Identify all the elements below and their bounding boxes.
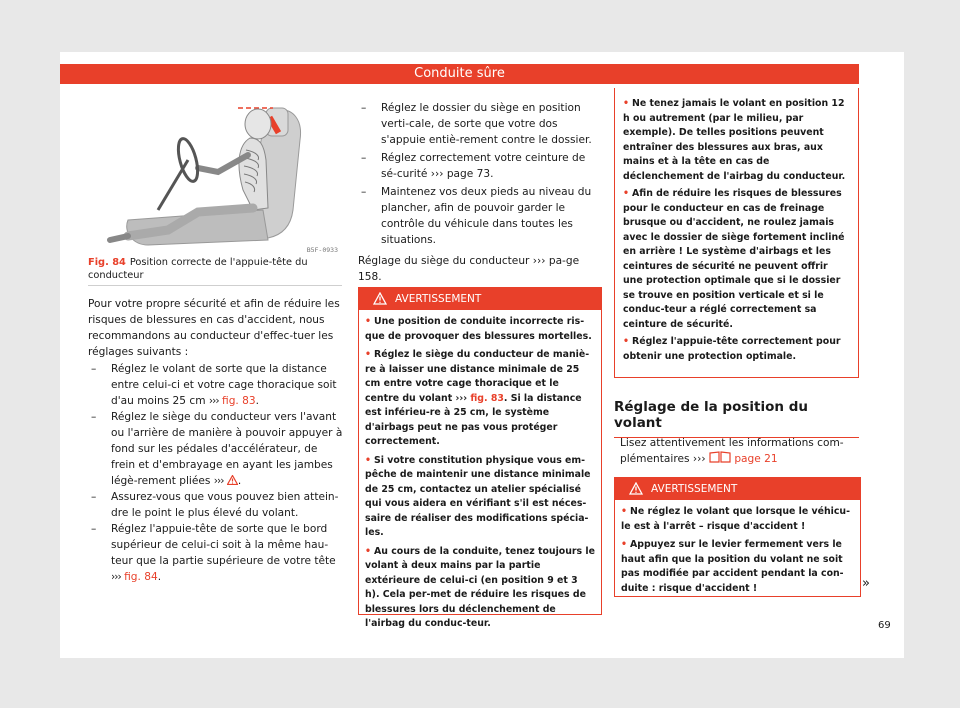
- list-item: – Maintenez vos deux pieds au niveau du plancher, afin de pouvoir garder le contrôle du véhicule dans toutes les situations.: [358, 184, 602, 248]
- warning-bullet: • Afin de réduire les risques de blessures pour le conducteur en cas de freinage brusque ou d'accident, ne roulez jamais avec le dossier de siège fortement incliné en arrière ! Le système d'airbags et les ceintures de sécurité ne peuvent offrir une protection optimale que si le dossier se trouve en position verticale et si le conduc-teur a réglé correctement sa ceinture de sécurité.: [623, 188, 845, 330]
- intro-paragraph: Pour votre propre sécurité et afin de réduire les risques de blessures en cas d'accident, nous recommandons au conducteur d'effec-tuer les réglages suivants :: [88, 298, 340, 358]
- warning-title: AVERTISSEMENT: [651, 483, 738, 495]
- fig-83-link[interactable]: fig. 83: [222, 395, 256, 407]
- warning-box-steering: [614, 477, 861, 597]
- warning-bullet: • Une position de conduite incorrecte ris-que de provoquer des blessures mortelles.: [365, 316, 592, 342]
- warning-header: [359, 288, 601, 310]
- warning-header: [615, 478, 860, 500]
- fig-83-link[interactable]: fig. 83: [470, 392, 504, 404]
- seat-adjustment-reference[interactable]: Réglage du siège du conducteur ››› pa-ge 158.: [358, 255, 580, 283]
- list-item: – Réglez l'appuie-tête de sorte que le bord supérieur de celui-ci soit à la même hau-teur que la partie supérieure de votre tête ››› fig. 84.: [88, 521, 344, 585]
- warning-triangle-icon: [629, 482, 643, 495]
- list-item: – Réglez le dossier du siège en position verti-cale, de sorte que votre dos s'appuie entiè-rement contre le dossier.: [358, 100, 602, 148]
- warning-bullet: • Appuyez sur le levier fermement vers le haut afin que la position du volant ne soit pas modifiée par accident pendant la con-duite : risque d'accident !: [621, 539, 844, 594]
- left-column: [88, 296, 344, 585]
- middle-column: [358, 100, 602, 285]
- adjustment-list-continued: [358, 100, 602, 248]
- list-item: – Réglez correctement votre ceinture de sé-curité ››› page 73.: [358, 150, 602, 182]
- warning-box-driving-position: [358, 287, 602, 629]
- seat-headrest-illustration: [88, 100, 342, 250]
- warning-box-continued: [614, 88, 859, 378]
- figure-code: B5F-0933: [306, 246, 338, 254]
- section-title: Réglage de la position du volant: [614, 399, 859, 438]
- figure-caption-text: Position correcte de l'appuie-tête du conducteur: [88, 257, 308, 281]
- warning-bullet: • Réglez le siège du conducteur de maniè-re à laisser une distance minimale de 25 cm entre votre cage thoracique et le centre du volant ››› fig. 83. Si la distance est inférieu-re à 25 cm, le système d'airbags peut ne pas vous protéger correctement.: [365, 349, 590, 447]
- header-title: Conduite sûre: [60, 64, 859, 84]
- warning-triangle-icon[interactable]: [227, 475, 238, 485]
- book-icon: [709, 451, 731, 463]
- warning-bullet: • Réglez l'appuie-tête correctement pour obtenir une protection optimale.: [623, 336, 841, 362]
- page-number: 69: [878, 620, 891, 631]
- figure-caption: [88, 256, 342, 282]
- warning-body: [615, 500, 860, 606]
- figure-number: Fig. 84: [88, 257, 126, 268]
- figure-84: [88, 100, 342, 286]
- continue-mark: »: [862, 576, 870, 591]
- warning-triangle-icon: [373, 292, 387, 305]
- list-item: – Réglez le siège du conducteur vers l'avant ou l'arrière de manière à pouvoir appuyer à fond sur les pédales d'accélérateur, de frein et d'embrayage en ayant les jambes légè-rement pliées ››› .: [88, 409, 344, 489]
- section-intro: Lisez attentivement les informations com-plémentaires ››› page 21: [620, 437, 844, 465]
- fig-84-link[interactable]: fig. 84: [124, 571, 158, 583]
- warning-bullet: • Au cours de la conduite, tenez toujours le volant à deux mains par la partie extérieure de celui-ci (en position 9 et 3 h). Cela per-met de réduire les risques de blessures lors du déclenchement de l'airbag du conduc-teur.: [365, 545, 595, 629]
- warning-title: AVERTISSEMENT: [395, 293, 482, 305]
- adjustment-list: [88, 361, 344, 585]
- warning-bullet: • Ne tenez jamais le volant en position 12 h ou autrement (par le milieu, par exemple). De telles positions peuvent entraîner des blessures aux bras, aux mains et à la tête en cas de déclenchement de l'airbag du conducteur.: [623, 98, 846, 182]
- page-21-link[interactable]: page 21: [734, 453, 778, 465]
- warning-bullet: • Si votre constitution physique vous em-pêche de maintenir une distance minimale de 25 cm, contactez un atelier spécialisé qui vous aidera en vérifiant s'il est néces-saire de réaliser des modifications spécia-les.: [365, 454, 591, 538]
- warning-bullet: • Ne réglez le volant que lorsque le véhicu-le est à l'arrêt – risque d'accident !: [621, 506, 850, 532]
- list-item: – Assurez-vous que vous pouvez bien attein-dre le point le plus élevé du volant.: [88, 489, 344, 521]
- list-item: – Réglez le volant de sorte que la distance entre celui-ci et votre cage thoracique soit d'au moins 25 cm ››› fig. 83.: [88, 361, 344, 409]
- warning-body: [359, 310, 601, 642]
